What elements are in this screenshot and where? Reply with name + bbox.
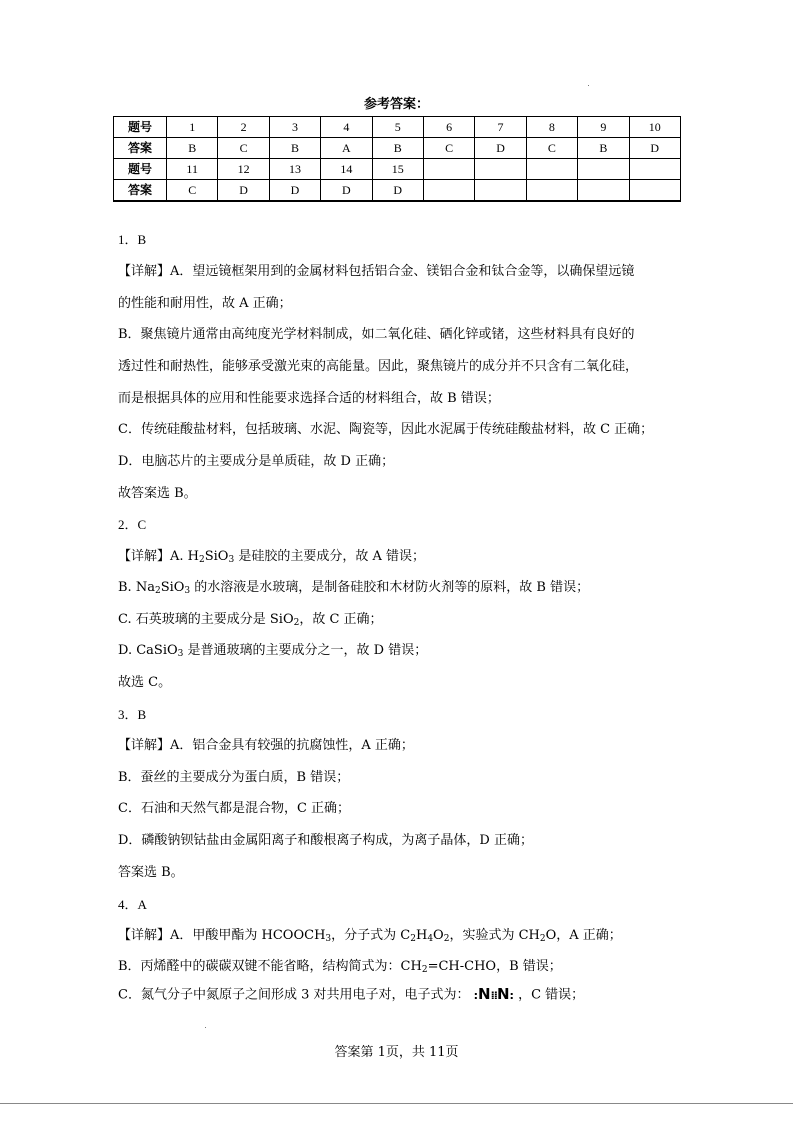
table-cell bbox=[423, 159, 474, 180]
table-cell: 4 bbox=[321, 117, 372, 138]
table-row-ans-2 bbox=[114, 180, 681, 202]
q2-line bbox=[118, 610, 678, 630]
q3-line: 答案选 B。 bbox=[118, 865, 184, 880]
electron-formula bbox=[474, 984, 514, 1006]
table-cell: C bbox=[526, 138, 577, 159]
table-cell bbox=[629, 180, 680, 202]
table-cell: C bbox=[423, 138, 474, 159]
subscript: 3 bbox=[184, 586, 191, 596]
table-cell: 9 bbox=[578, 117, 629, 138]
table-cell: 8 bbox=[526, 117, 577, 138]
q1-line: 而是根据具体的应用和性能要求选择合适的材料组合，故 B 错误； bbox=[118, 391, 500, 406]
text: ，C 错误； bbox=[518, 987, 585, 1003]
table-cell: A bbox=[321, 138, 372, 159]
table-cell bbox=[475, 159, 526, 180]
table-cell bbox=[526, 180, 577, 202]
table-row-num-1 bbox=[114, 117, 681, 138]
row-label: 答案 bbox=[114, 180, 167, 202]
table-cell: D bbox=[629, 138, 680, 159]
table-cell: B bbox=[167, 138, 218, 159]
table-cell: D bbox=[475, 138, 526, 159]
speck bbox=[205, 1027, 206, 1028]
q2-line bbox=[118, 578, 678, 598]
table-cell: 6 bbox=[423, 117, 474, 138]
text: 【详解】A．甲酸甲酯为 HCOOCH bbox=[118, 928, 326, 943]
shared-electron-pairs: ⁞⁞ bbox=[490, 989, 497, 1002]
text: 【详解】A. H bbox=[118, 549, 199, 564]
subscript: 2 bbox=[199, 555, 205, 565]
text: ，实验式为 CH bbox=[449, 928, 540, 943]
subscript: 2 bbox=[410, 934, 416, 944]
q4-line bbox=[118, 984, 678, 1006]
table-cell: B bbox=[372, 138, 423, 159]
subscript: 3 bbox=[325, 934, 332, 944]
q3-line: B．蚕丝的主要成分为蛋白质，B 错误； bbox=[118, 770, 350, 785]
table-row-ans-1 bbox=[114, 138, 681, 159]
table-cell: 5 bbox=[372, 117, 423, 138]
table-cell: 3 bbox=[269, 117, 320, 138]
table-cell: C bbox=[167, 180, 218, 202]
subscript: 2 bbox=[154, 586, 161, 596]
subscript: 2 bbox=[539, 934, 546, 944]
table-cell: D bbox=[269, 180, 320, 202]
q1-line: 的性能和耐用性，故 A 正确； bbox=[118, 296, 292, 311]
text: SiO bbox=[204, 549, 229, 564]
text: ，故 C 正确； bbox=[299, 612, 383, 627]
atom-symbol: N bbox=[496, 985, 510, 1003]
text: 的水溶液是水玻璃，是制备硅胶和木材防火剂等的原料，故 B 错误； bbox=[190, 580, 590, 595]
subscript: 4 bbox=[427, 934, 434, 944]
text: B．丙烯醛中的碳碳双键不能省略，结构简式为：CH bbox=[118, 959, 422, 974]
text: C．氮气分子中氮原子之间形成 3 对共用电子对，电子式为： bbox=[118, 987, 470, 1003]
q1-line: 故答案选 B。 bbox=[118, 486, 197, 501]
atom-symbol: N bbox=[478, 985, 491, 1003]
text: 是硅胶的主要成分，故 A 错误； bbox=[234, 549, 425, 564]
question-4-number: 4．A bbox=[118, 897, 147, 912]
table-cell bbox=[423, 180, 474, 202]
table-cell bbox=[475, 180, 526, 202]
text: H bbox=[415, 928, 428, 943]
table-cell: B bbox=[578, 138, 629, 159]
q2-line bbox=[118, 641, 678, 661]
q1-line: D．电脑芯片的主要成分是单质硅，故 D 正确； bbox=[118, 454, 395, 469]
row-label: 题号 bbox=[114, 159, 167, 180]
electron-dots: : bbox=[509, 989, 514, 1002]
subscript: 2 bbox=[443, 934, 450, 944]
text: =CH-CHO，B 错误； bbox=[427, 959, 562, 974]
q1-line: 透过性和耐热性，能够承受激光束的高能量。因此，聚焦镜片的成分并不只含有二氧化硅， bbox=[118, 359, 639, 374]
text: O，A 正确； bbox=[545, 928, 622, 943]
subscript: 2 bbox=[421, 965, 428, 975]
subscript: 3 bbox=[228, 555, 235, 565]
table-cell: 14 bbox=[321, 159, 372, 180]
table-cell: 15 bbox=[372, 159, 423, 180]
question-2-number: 2．C bbox=[118, 517, 147, 532]
q1-line: B．聚焦镜片通常由高纯度光学材料制成，如二氧化硅、硒化锌或锗，这些材料具有良好的 bbox=[118, 327, 635, 342]
text: SiO bbox=[160, 580, 185, 595]
row-label: 答案 bbox=[114, 138, 167, 159]
table-cell: 10 bbox=[629, 117, 680, 138]
text: B. Na bbox=[118, 580, 155, 595]
page-footer: 答案第 1页，共 11页 bbox=[334, 1045, 459, 1060]
table-cell: 11 bbox=[167, 159, 218, 180]
electron-dots: : bbox=[473, 989, 479, 1002]
table-cell bbox=[629, 159, 680, 180]
q3-line: 【详解】A．铝合金具有较强的抗腐蚀性，A 正确； bbox=[118, 738, 414, 753]
subscript: 3 bbox=[177, 649, 184, 659]
q1-line: C．传统硅酸盐材料，包括玻璃、水泥、陶瓷等，因此水泥属于传统硅酸盐材料，故 C 正确； bbox=[118, 422, 654, 437]
table-row-num-2 bbox=[114, 159, 681, 180]
divider bbox=[0, 1103, 793, 1104]
q2-line: 故选 C。 bbox=[118, 675, 172, 690]
q4-line bbox=[118, 926, 678, 946]
table-cell: D bbox=[218, 180, 269, 202]
table-cell: D bbox=[372, 180, 423, 202]
text: ，分子式为 C bbox=[331, 928, 411, 943]
table-cell bbox=[526, 159, 577, 180]
page-title: 参考答案： bbox=[363, 97, 429, 112]
question-3-number: 3．B bbox=[118, 707, 147, 722]
question-1-number: 1．B bbox=[118, 232, 147, 247]
table-cell: B bbox=[269, 138, 320, 159]
q3-line: D．磷酸钠钡钴盐由金属阳离子和酸根离子构成，为离子晶体，D 正确； bbox=[118, 833, 533, 848]
speck bbox=[588, 85, 589, 86]
subscript: 2 bbox=[293, 618, 300, 628]
table-cell: C bbox=[218, 138, 269, 159]
answer-table bbox=[113, 116, 681, 202]
text: O bbox=[433, 928, 444, 943]
table-cell: 2 bbox=[218, 117, 269, 138]
table-cell: 13 bbox=[269, 159, 320, 180]
table-cell: D bbox=[321, 180, 372, 202]
table-cell: 1 bbox=[167, 117, 218, 138]
q2-line bbox=[118, 547, 678, 567]
table-cell: 12 bbox=[218, 159, 269, 180]
row-label: 题号 bbox=[114, 117, 167, 138]
table-cell: 7 bbox=[475, 117, 526, 138]
text: C. 石英玻璃的主要成分是 SiO bbox=[118, 612, 294, 627]
q3-line: C．石油和天然气都是混合物，C 正确； bbox=[118, 801, 351, 816]
table-cell bbox=[578, 159, 629, 180]
text: 是普通玻璃的主要成分之一，故 D 错误； bbox=[183, 643, 428, 658]
text: D. CaSiO bbox=[118, 643, 178, 658]
q4-line bbox=[118, 957, 678, 977]
q1-line: 【详解】A．望远镜框架用到的金属材料包括铝合金、镁铝合金和钛合金等，以确保望远镜 bbox=[118, 264, 635, 279]
table-cell bbox=[578, 180, 629, 202]
